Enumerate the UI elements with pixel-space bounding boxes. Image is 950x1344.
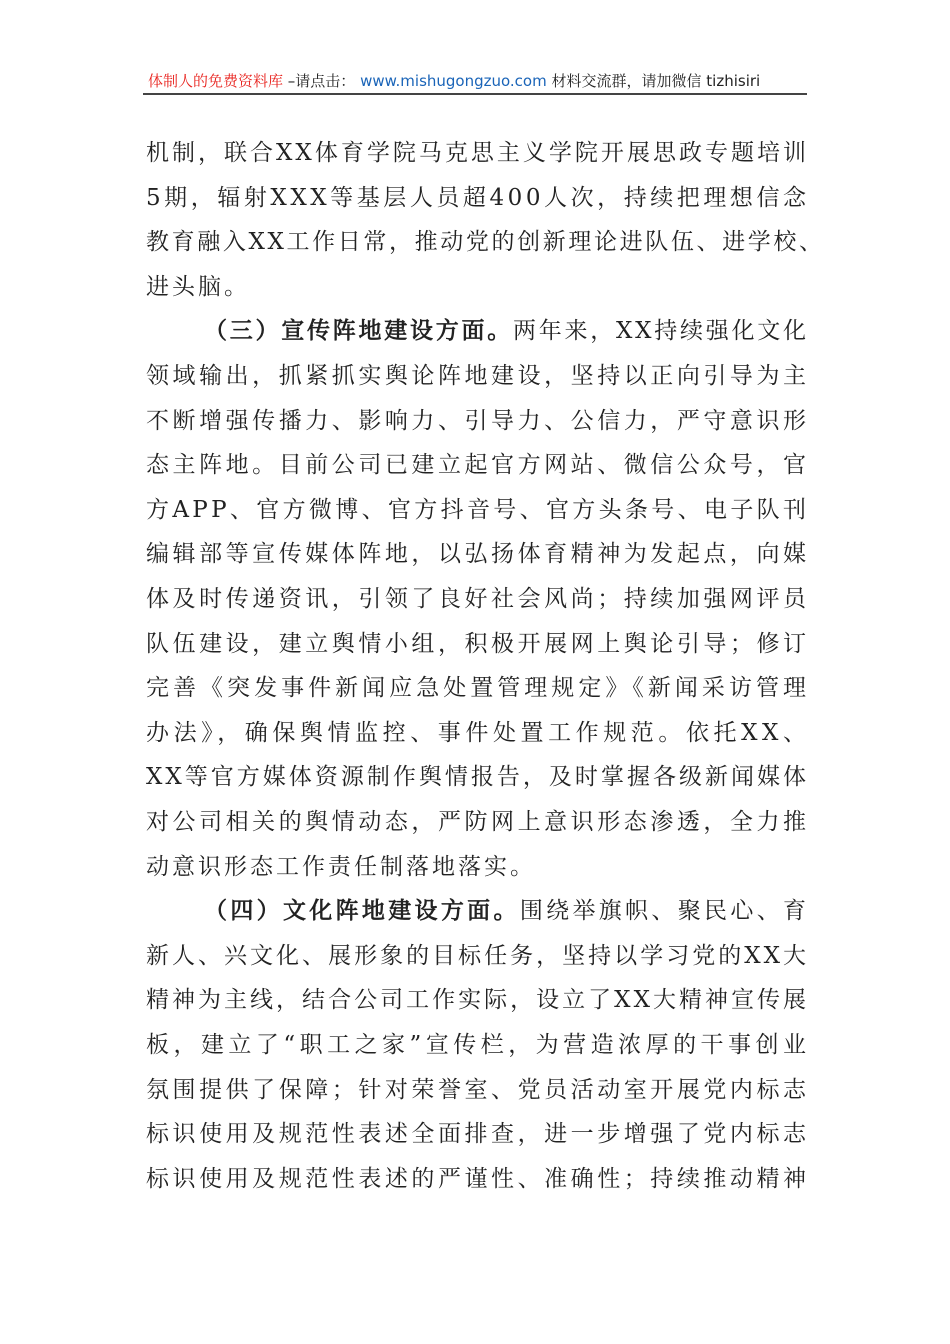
- text-line: [204, 896, 810, 926]
- line-text: 体及时传递资讯，引领了良好社会风尚；持续加强网评员: [146, 586, 810, 612]
- text-line: [146, 227, 825, 257]
- text-line: [146, 807, 810, 837]
- line-text: 队伍建设，建立舆情小组，积极开展网上舆论引导；修订: [146, 630, 810, 657]
- text-line: [146, 539, 810, 569]
- line-text: 机制，联合XX体育学院马克思主义学院开展思政专题培训: [146, 140, 810, 166]
- section-heading: （四）文化阵地建设方面。: [204, 897, 520, 925]
- line-text: 板，建立了“职工之家”宣传栏，为营造浓厚的干事创业: [146, 1032, 811, 1058]
- line-text: 对公司相关的舆情动态，严防网上意识形态渗透，全力推: [146, 809, 810, 835]
- text-line: [146, 183, 810, 213]
- line-text: 动意识形态工作责任制落地落实。: [146, 853, 536, 880]
- line-text: 领域输出，抓紧抓实舆论阵地建设，坚持以正向引导为主: [146, 363, 810, 389]
- text-line: [204, 316, 809, 346]
- click-text: –请点击：: [287, 72, 356, 90]
- contact-text: 材料交流群，请加微信 tizhisiri: [551, 72, 761, 90]
- header-rule: [143, 93, 807, 95]
- text-line: [146, 406, 810, 436]
- text-line: [146, 450, 810, 480]
- text-line: [146, 629, 810, 659]
- line-text: 5期，辐射XXX等基层人员超400人次，持续把理想信念: [146, 184, 810, 211]
- line-text: 标识使用及规范性表述全面排查，进一步增强了党内标志: [146, 1121, 810, 1148]
- text-line: [146, 718, 811, 748]
- line-text: 态主阵地。目前公司已建立起官方网站、微信公众号，官: [146, 452, 810, 479]
- section-heading: （三）宣传阵地建设方面。: [204, 317, 513, 345]
- line-text: 进头脑。: [146, 273, 250, 300]
- line-text: 完善《突发事件新闻应急处置管理规定》《新闻采访管理: [146, 675, 811, 702]
- line-text: 标识使用及规范性表述的严谨性、准确性；持续推动精神: [146, 1165, 810, 1192]
- text-line: [146, 495, 810, 525]
- text-line: [146, 941, 810, 971]
- text-line: [146, 985, 810, 1015]
- site-link[interactable]: www.mishugongzuo.com: [360, 72, 547, 90]
- text-line: [146, 1119, 810, 1149]
- text-line: [146, 1030, 811, 1060]
- line-text: 精神为主线，结合公司工作实际，设立了XX大精神宣传展: [146, 987, 810, 1014]
- text-line: [146, 361, 810, 391]
- line-text: 编辑部等宣传媒体阵地，以弘扬体育精神为发起点，向媒: [146, 541, 810, 568]
- line-text: 两年来，XX持续强化文化: [513, 318, 809, 345]
- text-line: [146, 1075, 810, 1105]
- line-text: 氛围提供了保障；针对荣誉室、党员活动室开展党内标志: [146, 1076, 810, 1103]
- text-line: [146, 1164, 810, 1194]
- text-line: [146, 138, 810, 168]
- text-line: [146, 272, 806, 302]
- line-text: 围绕举旗帜、聚民心、育: [519, 898, 810, 925]
- text-line: [146, 584, 810, 614]
- text-line: [146, 673, 811, 703]
- page-header: [148, 70, 808, 91]
- text-line: [146, 762, 810, 792]
- line-text: XX等官方媒体资源制作舆情报告，及时掌握各级新闻媒体: [146, 764, 810, 791]
- line-text: 不断增强传播力、影响力、引导力、公信力，严守意识形: [146, 407, 810, 434]
- site-name: 体制人的免费资料库: [148, 72, 284, 90]
- line-text: 方APP、官方微博、官方抖音号、官方头条号、电子队刊: [146, 496, 810, 523]
- line-text: 教育融入XX工作日常，推动党的创新理论进队伍、进学校、: [146, 229, 825, 256]
- line-text: 新人、兴文化、展形象的目标任务，坚持以学习党的XX大: [146, 942, 810, 969]
- text-line: [146, 852, 806, 882]
- line-text: 办法》，确保舆情监控、事件处置工作规范。依托XX、: [146, 719, 811, 746]
